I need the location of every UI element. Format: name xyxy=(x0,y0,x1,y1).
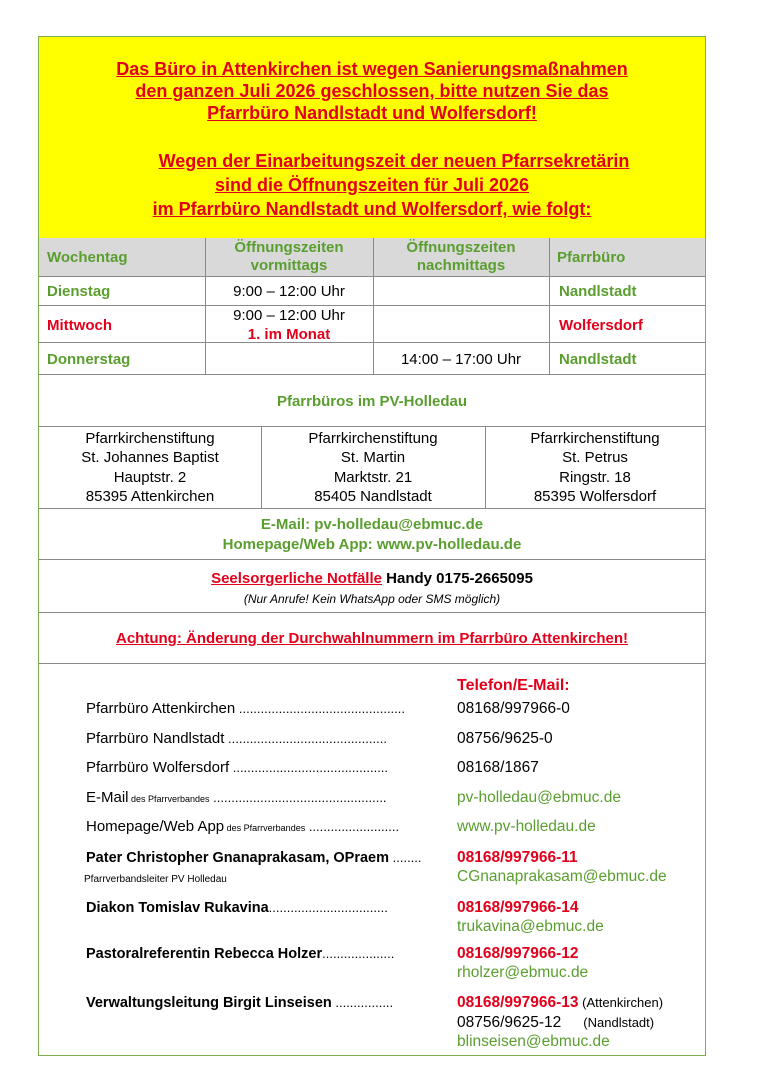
row-office-wednesday: Wolfersdorf xyxy=(559,317,643,334)
banner-line: sind die Öffnungszeiten für Juli 2026 xyxy=(214,175,530,195)
dial-change-notice: Achtung: Änderung der Durchwahlnummern im Pfarrbüro Attenkirchen! xyxy=(116,630,628,647)
staff-phone[interactable]: 08168/997966-14 xyxy=(457,899,579,916)
offices-title: Pfarrbüros im PV-Holledau xyxy=(276,393,468,410)
directory-row: Pfarrbüro Wolfersdorf ........................................... xyxy=(86,759,389,776)
office-attenkirchen-line3: Hauptstr. 2 xyxy=(113,469,187,486)
office-attenkirchen-line1: Pfarrkirchenstiftung xyxy=(85,430,215,447)
staff-phone[interactable]: 08168/997966-12 xyxy=(457,945,579,962)
emergency-note: (Nur Anrufe! Kein WhatsApp oder SMS möglich) xyxy=(243,592,501,606)
directory-row: Pfarrbüro Nandlstadt ............................................ xyxy=(86,730,387,747)
row-day-tuesday: Dienstag xyxy=(47,283,111,300)
emergency-line xyxy=(39,570,705,588)
office-wolfersdorf-line4: 85395 Wolfersdorf xyxy=(533,488,657,505)
office-nandlstadt-line1: Pfarrkirchenstiftung xyxy=(308,430,438,447)
row-afternoon-thursday: 14:00 – 17:00 Uhr xyxy=(400,351,522,368)
row-day-thursday: Donnerstag xyxy=(47,351,131,368)
row-morning-wednesday: 9:00 – 12:00 Uhr xyxy=(233,307,345,324)
banner-line: den ganzen Juli 2026 geschlossen, bitte nutzen Sie das xyxy=(135,81,609,101)
banner-line: Das Büro in Attenkirchen ist wegen Sanierungsmaßnahmen xyxy=(116,59,628,79)
directory-row: Homepage/Web App des Pfarrverbandes ......................... xyxy=(86,818,400,835)
staff-phone2-note: (Nandlstadt) xyxy=(583,1015,655,1030)
contact-email[interactable]: E-Mail: pv-holledau@ebmuc.de xyxy=(260,516,484,533)
row-morning-tuesday: 9:00 – 12:00 Uhr xyxy=(233,283,345,300)
notice-sheet xyxy=(38,36,706,1056)
office-wolfersdorf-line2: St. Petrus xyxy=(562,449,628,466)
staff-email[interactable]: CGnanaprakasam@ebmuc.de xyxy=(457,868,667,885)
office-nandlstadt-line3: Marktstr. 21 xyxy=(333,469,413,486)
office-attenkirchen-line4: 85395 Attenkirchen xyxy=(85,488,215,505)
staff-row: Verwaltungsleitung Birgit Linseisen ................ xyxy=(86,995,394,1011)
directory-value[interactable]: 08168/1867 xyxy=(457,759,539,776)
contact-homepage[interactable]: Homepage/Web App: www.pv-holledau.de xyxy=(222,536,522,553)
office-nandlstadt-line4: 85405 Nandlstadt xyxy=(314,488,432,505)
directory-homepage[interactable]: www.pv-holledau.de xyxy=(457,818,596,835)
staff-phone[interactable]: 08168/997966-13 xyxy=(457,994,579,1011)
directory-email[interactable]: pv-holledau@ebmuc.de xyxy=(457,789,621,806)
header-office: Pfarrbüro xyxy=(557,249,626,266)
directory-header: Telefon/E-Mail: xyxy=(457,677,570,694)
staff-email[interactable]: blinseisen@ebmuc.de xyxy=(457,1033,610,1050)
staff-title: Pfarrverbandsleiter PV Holledau xyxy=(84,874,227,885)
header-afternoon: Öffnungszeiten xyxy=(406,239,516,256)
staff-phone2-line xyxy=(457,1013,654,1032)
closure-banner xyxy=(39,37,705,239)
header-morning-sub: vormittags xyxy=(250,257,328,274)
row-office-tuesday: Nandlstadt xyxy=(559,283,637,300)
staff-email[interactable]: rholzer@ebmuc.de xyxy=(457,964,589,981)
office-attenkirchen-line2: St. Johannes Baptist xyxy=(81,449,219,466)
directory-row: E-Mail des Pfarrverbandes ................................................ xyxy=(86,789,387,806)
staff-email[interactable]: trukavina@ebmuc.de xyxy=(457,918,604,935)
directory-value[interactable]: 08168/997966-0 xyxy=(457,700,570,717)
staff-phone-note: (Attenkirchen) xyxy=(578,995,664,1010)
emergency-label: Seelsorgerliche Notfälle xyxy=(211,570,382,587)
staff-row: Diakon Tomislav Rukavina................................. xyxy=(86,900,388,916)
staff-phone-line xyxy=(457,993,663,1012)
header-weekday: Wochentag xyxy=(47,249,128,266)
directory-value[interactable]: 08756/9625-0 xyxy=(457,730,553,747)
office-wolfersdorf-line3: Ringstr. 18 xyxy=(559,469,631,486)
header-morning: Öffnungszeiten xyxy=(234,239,344,256)
header-afternoon-sub: nachmittags xyxy=(416,257,506,274)
office-nandlstadt-line2: St. Martin xyxy=(340,449,406,466)
staff-row: Pater Christopher Gnanaprakasam, OPraem ........ xyxy=(86,850,422,866)
office-wolfersdorf-line1: Pfarrkirchenstiftung xyxy=(530,430,660,447)
staff-phone[interactable]: 08168/997966-11 xyxy=(457,849,578,866)
emergency-phone[interactable]: Handy 0175-2665095 xyxy=(381,570,533,587)
banner-line: Pfarrbüro Nandlstadt und Wolfersdorf! xyxy=(207,103,537,123)
banner-line: im Pfarrbüro Nandlstadt und Wolfersdorf, wie folgt: xyxy=(152,199,592,219)
row-office-thursday: Nandlstadt xyxy=(559,351,637,368)
staff-row: Pastoralreferentin Rebecca Holzer.................... xyxy=(86,946,395,962)
row-morning-note: 1. im Monat xyxy=(247,326,331,343)
staff-phone2[interactable]: 08756/9625-12 xyxy=(457,1014,562,1031)
banner-line: Wegen der Einarbeitungszeit der neuen Pfarrsekretärin xyxy=(158,151,630,171)
directory-row: Pfarrbüro Attenkirchen .............................................. xyxy=(86,700,406,717)
row-day-wednesday: Mittwoch xyxy=(47,317,112,334)
